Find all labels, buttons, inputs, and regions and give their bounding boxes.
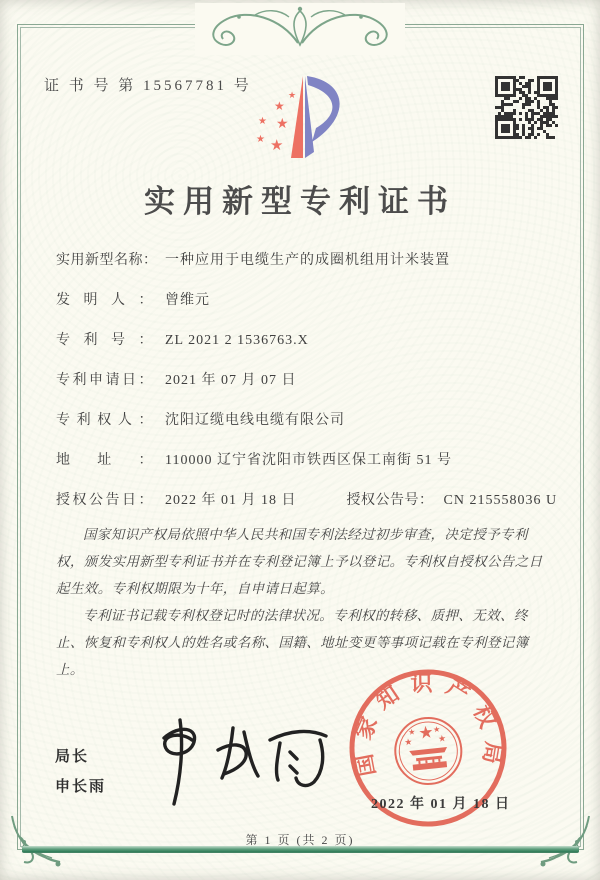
grant-date-value: 2022 年 01 月 18 日 (165, 493, 297, 508)
svg-text:★: ★ (288, 90, 297, 100)
field-label: 实用新型名称： (56, 253, 158, 268)
svg-text:★: ★ (276, 117, 289, 132)
grant-no-label: 授权公告号： (346, 493, 434, 508)
field-value: 2021 年 07 月 07 日 (165, 373, 297, 388)
field-label: 发明人： (56, 293, 153, 308)
national-emblem-icon (392, 715, 465, 788)
director-signature (138, 716, 338, 812)
field-value: 110000 辽宁省沈阳市铁西区保工南街 51 号 (165, 453, 452, 468)
page-footer: 第 1 页 (共 2 页) (245, 833, 355, 847)
svg-text:★: ★ (432, 724, 441, 735)
svg-text:★: ★ (403, 736, 413, 748)
field-row-patent-no (56, 331, 556, 371)
grant-no-value: CN 215558036 U (443, 493, 558, 508)
legal-paragraph-1: 国家知识产权局依照中华人民共和国专利法经过初步审查，决定授予专利权，颁发实用新型专利证书并在专利登记簿上予以登记。专利权自授权公告之日起生效。专利权期限为十年，自申请日起算。 (56, 527, 543, 596)
legal-paragraph-2: 专利证书记载专利权登记时的法律状况。专利权的转移、质押、无效、终止、恢复和专利权人的姓名或名称、国籍、地址变更等事项记载在专利登记簿上。 (56, 608, 529, 677)
svg-text:★: ★ (270, 138, 284, 154)
field-label: 专利申请日： (56, 373, 153, 388)
svg-text:★: ★ (274, 99, 285, 113)
certificate-number: 证 书 号 第 15567781 号 (44, 78, 252, 94)
field-list (56, 251, 556, 531)
field-row-inventor (56, 291, 556, 331)
field-value: 沈阳辽缆电线电缆有限公司 (165, 413, 345, 428)
field-row-name (56, 251, 556, 291)
field-row-address (56, 451, 556, 491)
field-row-filing-date (56, 371, 556, 411)
svg-text:★: ★ (437, 733, 447, 744)
svg-text:★: ★ (258, 116, 267, 127)
signer-title: 局长 (55, 749, 90, 765)
grant-date-label: 授权公告日： (56, 493, 153, 508)
svg-text:★: ★ (407, 727, 416, 737)
top-flourish-icon (195, 3, 405, 55)
signer-block (55, 742, 106, 802)
seal-text: 国家知识产权局 (349, 670, 507, 779)
cnipa-logo-icon (250, 66, 356, 164)
field-label: 专利权人： (56, 413, 153, 428)
signer-name: 申长雨 (55, 779, 107, 795)
field-value: 一种应用于电缆生产的成圈机组用计米装置 (165, 253, 450, 268)
field-row-patentee (56, 411, 556, 451)
svg-text:★: ★ (256, 134, 265, 145)
seal-date: 2022 年 01 月 18 日 (371, 797, 511, 812)
certificate-title: 实用新型专利证书 (144, 184, 456, 219)
field-label: 地址： (56, 453, 153, 468)
field-label: 专利号： (56, 333, 153, 348)
qr-code (493, 74, 561, 142)
field-value: ZL 2021 2 1536763.X (165, 333, 309, 348)
svg-text:★: ★ (417, 722, 435, 743)
field-value: 曾维元 (165, 293, 210, 308)
